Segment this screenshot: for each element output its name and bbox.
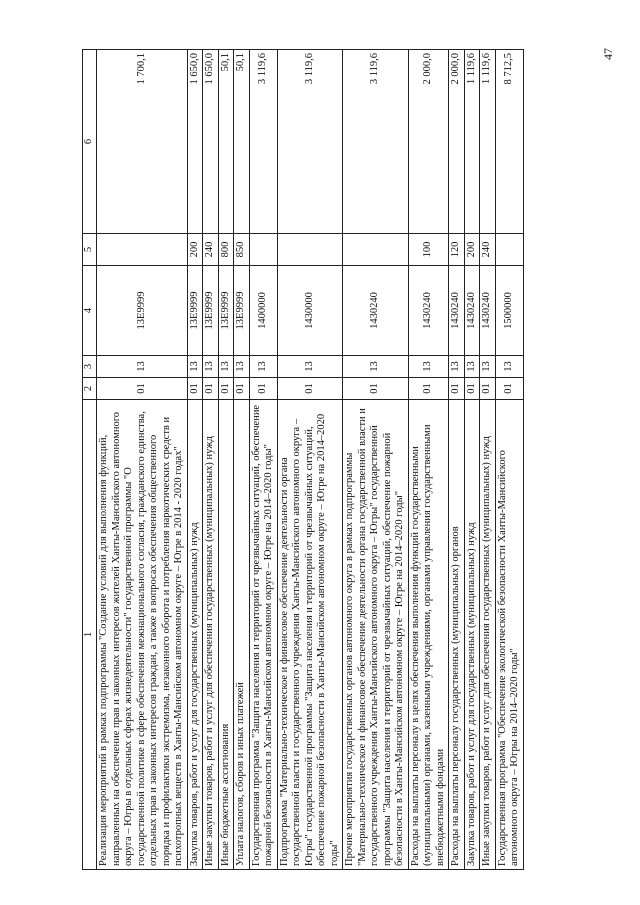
- amount: 50,1: [234, 50, 250, 234]
- row-description: Подпрограмма "Материально-техническое и финансовое обеспечение деятельности органа государственной власти и государственного учреждения Ханты-Мансийского автономного округа – Югры" государственной программы "Защита населения и территорий от чрезвычайных ситуаций, обеспечение пожарной безопасности в Ханты-Мансийском автономном округе – Югре на 2014–2020 годы": [277, 400, 343, 870]
- target-article-code: 13Е9999: [97, 266, 188, 356]
- row-description: Реализация мероприятий в рамках подпрограммы "Создание условий для выполнения функций, направленных на обеспечение прав и законных интересов жителей Ханты-Мансийского автономного округа – Югры в отдельных сферах жизнедеятельности" государственной программы "О государственной политике в сфере обеспечения межнационального согласия, гражданского единства, отдельных прав и законных интересов граждан, а также в вопросах обеспечения общественного порядка и профилактики экстремизма, незаконного оборота и потребления наркотических средств и психотропных веществ в Ханты-Мансийском автономном округе – Югре в 2014 - 2020 годах": [97, 400, 188, 870]
- subsection-code: 13: [408, 356, 449, 378]
- target-article-code: 1430240: [408, 266, 449, 356]
- section-code: 01: [249, 378, 277, 400]
- target-article-code: 13Е9999: [218, 266, 234, 356]
- subsection-code: 13: [464, 356, 480, 378]
- subsection-code: 13: [218, 356, 234, 378]
- row-description: Расходы на выплаты персоналу в целях обеспечения выполнения функций государственными (муниципальными) органами, казенными учреждениями, органами управления государственными внебюджетными фондами: [408, 400, 449, 870]
- page-number: 47: [601, 48, 615, 60]
- amount: 1 650,0: [187, 50, 203, 234]
- column-header: 3: [83, 356, 97, 378]
- subsection-code: 13: [480, 356, 496, 378]
- amount: 1 119,6: [464, 50, 480, 234]
- subsection-code: 13: [97, 356, 188, 378]
- amount: 2 000,0: [449, 50, 465, 234]
- target-article-code: 1430240: [480, 266, 496, 356]
- amount: 3 119,6: [343, 50, 409, 234]
- amount: 3 119,6: [277, 50, 343, 234]
- section-code: 01: [203, 378, 219, 400]
- section-code: 01: [97, 378, 188, 400]
- subsection-code: 13: [277, 356, 343, 378]
- target-article-code: 1500000: [495, 266, 523, 356]
- target-article-code: 13Е9999: [203, 266, 219, 356]
- section-code: 01: [343, 378, 409, 400]
- table-row: [343, 50, 409, 870]
- row-description: Закупка товаров, работ и услуг для государственных (муниципальных) нужд: [187, 400, 203, 870]
- amount: 50,1: [218, 50, 234, 234]
- subsection-code: 13: [203, 356, 219, 378]
- section-code: 01: [218, 378, 234, 400]
- table-row: [234, 50, 250, 870]
- budget-table: [82, 49, 524, 870]
- expense-type-code: 240: [480, 234, 496, 266]
- column-header: 4: [83, 266, 97, 356]
- subsection-code: 13: [249, 356, 277, 378]
- section-code: 01: [495, 378, 523, 400]
- subsection-code: 13: [449, 356, 465, 378]
- amount: 3 119,6: [249, 50, 277, 234]
- table-row: [249, 50, 277, 870]
- table-row: [495, 50, 523, 870]
- expense-type-code: [495, 234, 523, 266]
- table-row: [449, 50, 465, 870]
- amount: 2 000,0: [408, 50, 449, 234]
- row-description: Расходы на выплаты персоналу государственных (муниципальных) органов: [449, 400, 465, 870]
- subsection-code: 13: [343, 356, 409, 378]
- section-code: 01: [234, 378, 250, 400]
- amount: 8 712,5: [495, 50, 523, 234]
- section-code: 01: [480, 378, 496, 400]
- table-row: [277, 50, 343, 870]
- row-description: Иные закупки товаров, работ и услуг для обеспечения государственных (муниципальных) нужд: [480, 400, 496, 870]
- target-article-code: 1430240: [449, 266, 465, 356]
- row-description: Уплата налогов, сборов и иных платежей: [234, 400, 250, 870]
- row-description: Государственная программа "Обеспечение экологической безопасности Ханты-Мансийского автономного округа – Югры на 2014–2020 годы": [495, 400, 523, 870]
- row-description: Прочие мероприятия государственных органов автономного округа в рамках подпрограммы "Материально-техническое и финансовое обеспечение деятельности органа государственной власти и государственного учреждения Ханты-Мансийского автономного округа – Югры" государственной программы "Защита населения и территорий от чрезвычайных ситуаций, обеспечение пожарной безопасности в Ханты-Мансийском автономном округе – Югре на 2014–2020 годы": [343, 400, 409, 870]
- amount: 1 700,1: [97, 50, 188, 234]
- expense-type-code: 100: [408, 234, 449, 266]
- subsection-code: 13: [495, 356, 523, 378]
- subsection-code: 13: [234, 356, 250, 378]
- target-article-code: 1430240: [464, 266, 480, 356]
- column-header: 6: [83, 50, 97, 234]
- section-code: 01: [187, 378, 203, 400]
- expense-type-code: 850: [234, 234, 250, 266]
- target-article-code: 13Е9999: [234, 266, 250, 356]
- expense-type-code: 200: [464, 234, 480, 266]
- subsection-code: 13: [187, 356, 203, 378]
- expense-type-code: [249, 234, 277, 266]
- table-row: [480, 50, 496, 870]
- amount: 1 650,0: [203, 50, 219, 234]
- amount: 1 119,6: [480, 50, 496, 234]
- target-article-code: 1400000: [249, 266, 277, 356]
- row-description: Иные бюджетные ассигнования: [218, 400, 234, 870]
- table-header-row: [83, 50, 97, 870]
- column-header: 2: [83, 378, 97, 400]
- table-row: [97, 50, 188, 870]
- column-header: 5: [83, 234, 97, 266]
- expense-type-code: [97, 234, 188, 266]
- target-article-code: 1430000: [277, 266, 343, 356]
- row-description: Иные закупки товаров, работ и услуг для обеспечения государственных (муниципальных) нужд: [203, 400, 219, 870]
- target-article-code: 1430240: [343, 266, 409, 356]
- row-description: Закупка товаров, работ и услуг для государственных (муниципальных) нужд: [464, 400, 480, 870]
- expense-type-code: [343, 234, 409, 266]
- target-article-code: 13Е9999: [187, 266, 203, 356]
- table-row: [408, 50, 449, 870]
- section-code: 01: [464, 378, 480, 400]
- row-description: Государственная программа "Защита населения и территорий от чрезвычайных ситуаций, обеспечение пожарной безопасности в Ханты-Мансийском автономном округе – Югре на 2014–2020 годы": [249, 400, 277, 870]
- table-row: [203, 50, 219, 870]
- section-code: 01: [408, 378, 449, 400]
- section-code: 01: [277, 378, 343, 400]
- expense-type-code: 240: [203, 234, 219, 266]
- table-wrap: [82, 50, 582, 870]
- table-row: [218, 50, 234, 870]
- expense-type-code: 200: [187, 234, 203, 266]
- section-code: 01: [449, 378, 465, 400]
- table-row: [187, 50, 203, 870]
- expense-type-code: [277, 234, 343, 266]
- expense-type-code: 120: [449, 234, 465, 266]
- expense-type-code: 800: [218, 234, 234, 266]
- column-header: 1: [83, 400, 97, 870]
- table-row: [464, 50, 480, 870]
- rotated-page: [82, 50, 582, 870]
